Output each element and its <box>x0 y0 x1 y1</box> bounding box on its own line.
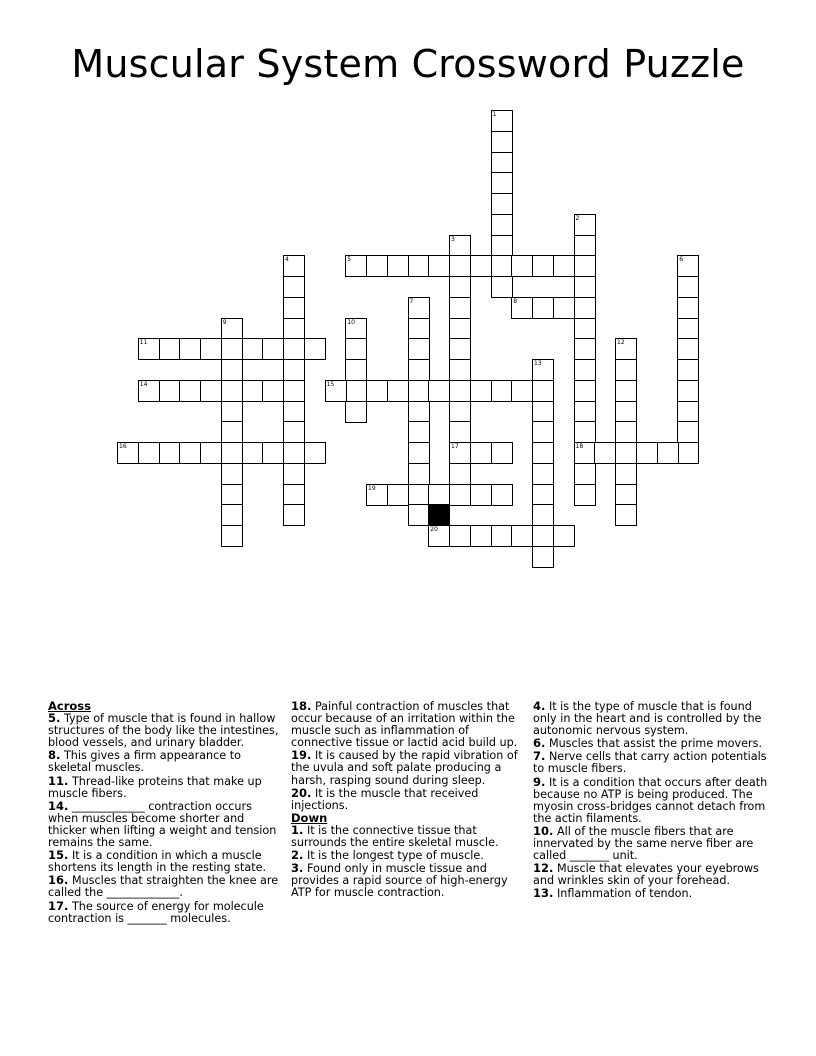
grid-cell[interactable] <box>574 442 596 464</box>
grid-cell[interactable] <box>615 401 637 423</box>
grid-cell[interactable] <box>511 297 533 319</box>
grid-cell[interactable] <box>532 359 554 381</box>
grid-cell[interactable] <box>283 338 305 360</box>
grid-cell[interactable] <box>491 172 513 194</box>
grid-cell[interactable] <box>345 401 367 423</box>
down-heading: Down <box>291 810 328 825</box>
grid-cell[interactable] <box>677 401 699 423</box>
grid-cell[interactable] <box>387 380 409 402</box>
clue-across-8: 8. This gives a firm appearance to skeletal muscles. <box>48 748 241 775</box>
clue-down-9: 9. It is a condition that occurs after death because no ATP is being produced. The myosin cross-bridges cannot detach from the actin filaments. <box>533 774 768 825</box>
grid-cell[interactable] <box>179 380 201 402</box>
grid-cell[interactable] <box>408 338 430 360</box>
grid-cell[interactable] <box>574 484 596 506</box>
grid-cell[interactable] <box>677 255 699 277</box>
grid-cell[interactable] <box>615 442 637 464</box>
grid-cell[interactable] <box>221 318 243 340</box>
clue-down-6: 6. Muscles that assist the prime movers. <box>533 736 762 751</box>
clue-number: 14 <box>139 380 148 388</box>
clue-number: 2 <box>575 214 580 222</box>
grid-cell[interactable] <box>615 380 637 402</box>
grid-cell[interactable] <box>221 504 243 526</box>
grid-cell[interactable] <box>242 442 264 464</box>
grid-cell[interactable] <box>117 442 139 464</box>
grid-cell[interactable] <box>283 255 305 277</box>
grid-cell[interactable] <box>159 442 181 464</box>
grid-cell[interactable] <box>159 338 181 360</box>
clue-number: 19 <box>368 484 376 492</box>
grid-cell[interactable] <box>345 255 367 277</box>
grid-cell[interactable] <box>449 401 471 423</box>
grid-cell[interactable] <box>491 152 513 174</box>
clue-across-11: 11. Thread-like proteins that make up muscle fibers. <box>48 773 262 800</box>
grid-cell[interactable] <box>491 442 513 464</box>
grid-cell[interactable] <box>200 442 222 464</box>
grid-cell[interactable] <box>408 359 430 381</box>
clue-down-10: 10. All of the muscle fibers that are innervated by the same nerve fiber are called _______ unit. <box>533 823 754 863</box>
grid-cell[interactable] <box>449 297 471 319</box>
clue-number: 6 <box>679 256 684 264</box>
grid-cell[interactable] <box>179 442 201 464</box>
grid-cell[interactable] <box>491 276 513 298</box>
grid-cell[interactable] <box>491 380 513 402</box>
grid-cell[interactable] <box>470 484 492 506</box>
black-square <box>428 504 450 526</box>
grid-cell[interactable] <box>304 338 326 360</box>
grid-cell[interactable] <box>574 297 596 319</box>
grid-cell[interactable] <box>449 463 471 485</box>
clues-column-2 <box>291 700 523 900</box>
grid-cell[interactable] <box>262 338 284 360</box>
grid-cell[interactable] <box>491 110 513 132</box>
grid-cell[interactable] <box>470 442 492 464</box>
grid-cell[interactable] <box>387 255 409 277</box>
grid-cell[interactable] <box>221 463 243 485</box>
grid-cell[interactable] <box>283 442 305 464</box>
grid-cell[interactable] <box>491 193 513 215</box>
clue-across-16: 16. Muscles that straighten the knee are called the _____________. <box>48 873 279 900</box>
clue-down-13: 13. Inflammation of tendon. <box>533 886 693 901</box>
grid-cell[interactable] <box>428 255 450 277</box>
clue-number: 5 <box>347 256 352 264</box>
grid-cell[interactable] <box>449 235 471 257</box>
grid-cell[interactable] <box>449 421 471 443</box>
clue-number: 4 <box>285 256 289 264</box>
grid-cell[interactable] <box>283 401 305 423</box>
grid-cell[interactable] <box>491 484 513 506</box>
clue-number: 8 <box>513 297 518 305</box>
grid-cell[interactable] <box>615 421 637 443</box>
grid-cell[interactable] <box>283 380 305 402</box>
grid-cell[interactable] <box>345 359 367 381</box>
grid-cell[interactable] <box>449 338 471 360</box>
clue-down-7: 7. Nerve cells that carry action potentials to muscle fibers. <box>533 749 767 776</box>
grid-cell[interactable] <box>657 442 679 464</box>
grid-cell[interactable] <box>677 380 699 402</box>
grid-cell[interactable] <box>532 484 554 506</box>
grid-cell[interactable] <box>408 442 430 464</box>
grid-cell[interactable] <box>283 421 305 443</box>
grid-cell[interactable] <box>574 235 596 257</box>
grid-cell[interactable] <box>283 359 305 381</box>
grid-cell[interactable] <box>594 442 616 464</box>
grid-cell[interactable] <box>304 442 326 464</box>
clue-number: 16 <box>119 443 127 450</box>
grid-cell[interactable] <box>449 359 471 381</box>
grid-cell[interactable] <box>677 297 699 319</box>
grid-cell[interactable] <box>283 318 305 340</box>
grid-cell[interactable] <box>511 525 533 547</box>
clue-down-12: 12. Muscle that elevates your eyebrows and wrinkles skin of your forehead. <box>533 861 759 888</box>
grid-cell[interactable] <box>428 484 450 506</box>
grid-cell[interactable] <box>677 338 699 360</box>
grid-cell[interactable] <box>677 421 699 443</box>
grid-cell[interactable] <box>574 359 596 381</box>
grid-cell[interactable] <box>677 359 699 381</box>
grid-cell[interactable] <box>242 380 264 402</box>
grid-cell[interactable] <box>677 318 699 340</box>
grid-cell[interactable] <box>449 484 471 506</box>
grid-cell[interactable] <box>366 484 388 506</box>
grid-cell[interactable] <box>408 255 430 277</box>
grid-cell[interactable] <box>221 525 243 547</box>
grid-cell[interactable] <box>574 421 596 443</box>
clues-column-3 <box>533 700 769 901</box>
grid-cell[interactable] <box>408 297 430 319</box>
grid-cell[interactable] <box>470 525 492 547</box>
grid-cell[interactable] <box>366 380 388 402</box>
grid-cell[interactable] <box>221 421 243 443</box>
clue-number: 17 <box>451 443 459 450</box>
grid-cell[interactable] <box>387 484 409 506</box>
grid-cell[interactable] <box>408 421 430 443</box>
grid-cell[interactable] <box>491 131 513 153</box>
grid-cell[interactable] <box>553 525 575 547</box>
grid-cell[interactable] <box>511 380 533 402</box>
grid-cell[interactable] <box>138 442 160 464</box>
grid-cell[interactable] <box>408 401 430 423</box>
grid-cell[interactable] <box>428 380 450 402</box>
clue-number: 20 <box>430 526 438 533</box>
grid-cell[interactable] <box>408 484 430 506</box>
grid-cell[interactable] <box>138 338 160 360</box>
clue-number: 13 <box>534 360 542 367</box>
grid-cell[interactable] <box>345 380 367 402</box>
grid-cell[interactable] <box>615 484 637 506</box>
grid-cell[interactable] <box>532 421 554 443</box>
grid-cell[interactable] <box>262 380 284 402</box>
grid-cell[interactable] <box>221 338 243 360</box>
grid-cell[interactable] <box>574 463 596 485</box>
grid-cell[interactable] <box>532 546 554 568</box>
clue-across-18: 18. Painful contraction of muscles that occur because of an irritation within the muscle such as inflammation of connective tissue or lactid acid build up. <box>291 699 518 750</box>
grid-cell[interactable] <box>553 297 575 319</box>
grid-cell[interactable] <box>200 338 222 360</box>
grid-cell[interactable] <box>491 235 513 257</box>
grid-cell[interactable] <box>574 401 596 423</box>
grid-cell[interactable] <box>636 442 658 464</box>
grid-cell[interactable] <box>491 214 513 236</box>
grid-cell[interactable] <box>532 297 554 319</box>
clue-down-1: 1. It is the connective tissue that surrounds the entire skeletal muscle. <box>291 822 499 850</box>
clue-number: 10 <box>347 318 355 326</box>
grid-cell[interactable] <box>511 255 533 277</box>
grid-cell[interactable] <box>221 359 243 381</box>
grid-cell[interactable] <box>532 504 554 526</box>
grid-cell[interactable] <box>262 442 284 464</box>
grid-cell[interactable] <box>574 318 596 340</box>
grid-cell[interactable] <box>470 255 492 277</box>
clue-number: 1 <box>492 111 497 118</box>
grid-cell[interactable] <box>449 276 471 298</box>
grid-cell[interactable] <box>532 255 554 277</box>
grid-cell[interactable] <box>408 504 430 526</box>
grid-cell[interactable] <box>615 338 637 360</box>
grid-cell[interactable] <box>553 255 575 277</box>
grid-cell[interactable] <box>408 380 430 402</box>
clue-across-5: 5. Type of muscle that is found in hallow structures of the body like the intestines, blood vessels, and urinary bladder. <box>48 711 279 750</box>
clue-number: 7 <box>409 297 414 305</box>
clue-down-4: 4. It is the type of muscle that is found only in the heart and is controlled by the autonomic nervous system. <box>533 699 762 738</box>
grid-cell[interactable] <box>449 318 471 340</box>
grid-cell[interactable] <box>449 442 471 464</box>
clues-column-1 <box>48 700 284 925</box>
page-title: Muscular System Crossword Puzzle <box>71 42 745 86</box>
grid-cell[interactable] <box>449 380 471 402</box>
grid-cell[interactable] <box>283 484 305 506</box>
clue-number: 9 <box>222 318 227 326</box>
grid-cell[interactable] <box>366 255 388 277</box>
grid-cell[interactable] <box>345 318 367 340</box>
grid-cell[interactable] <box>179 338 201 360</box>
grid-cell[interactable] <box>532 401 554 423</box>
grid-cell[interactable] <box>491 525 513 547</box>
grid-cell[interactable] <box>221 442 243 464</box>
clue-across-14: 14. _____________ contraction occurs when muscles become shorter and thicker when lifting a weight and tension remains the same. <box>48 798 277 850</box>
grid-cell[interactable] <box>159 380 181 402</box>
grid-cell[interactable] <box>615 504 637 526</box>
clue-number: 11 <box>139 339 148 347</box>
grid-cell[interactable] <box>532 380 554 402</box>
grid-cell[interactable] <box>325 380 347 402</box>
grid-cell[interactable] <box>221 380 243 402</box>
grid-cell[interactable] <box>574 338 596 360</box>
clue-across-17: 17. The source of energy for molecule contraction is _______ molecules. <box>48 898 264 925</box>
clue-number: 15 <box>326 380 335 388</box>
clue-across-15: 15. It is a condition in which a muscle shortens its length in the resting state. <box>48 848 267 875</box>
grid-cell[interactable] <box>532 525 554 547</box>
grid-cell[interactable] <box>283 276 305 298</box>
grid-cell[interactable] <box>221 484 243 506</box>
grid-cell[interactable] <box>615 359 637 381</box>
grid-cell[interactable] <box>574 276 596 298</box>
grid-cell[interactable] <box>491 255 513 277</box>
grid-cell[interactable] <box>574 255 596 277</box>
clue-number: 3 <box>451 235 455 243</box>
clue-down-2: 2. It is the longest type of muscle. <box>291 848 484 863</box>
grid-cell[interactable] <box>449 255 471 277</box>
grid-cell[interactable] <box>428 525 450 547</box>
grid-cell[interactable] <box>532 442 554 464</box>
grid-cell[interactable] <box>345 338 367 360</box>
clue-across-19: 19. It is caused by the rapid vibration of the uvula and soft palate producing a harsh, rasping sound during sleep. <box>291 748 518 787</box>
grid-cell[interactable] <box>283 463 305 485</box>
clue-number: 18 <box>575 443 584 450</box>
grid-cell[interactable] <box>283 504 305 526</box>
grid-cell[interactable] <box>283 297 305 319</box>
grid-cell[interactable] <box>574 214 596 236</box>
grid-cell[interactable] <box>615 463 637 485</box>
grid-cell[interactable] <box>677 442 699 464</box>
grid-cell[interactable] <box>200 380 222 402</box>
clue-across-20: 20. It is the muscle that received injections. <box>291 785 479 812</box>
grid-cell[interactable] <box>574 380 596 402</box>
clue-down-3: 3. Found only in muscle tissue and provides a rapid source of high-energy ATP for muscle contraction. <box>291 861 508 900</box>
across-heading: Across <box>48 699 91 713</box>
grid-cell[interactable] <box>449 525 471 547</box>
grid-cell[interactable] <box>138 380 160 402</box>
grid-cell[interactable] <box>677 276 699 298</box>
grid-cell[interactable] <box>532 463 554 485</box>
grid-cell[interactable] <box>242 338 264 360</box>
grid-cell[interactable] <box>408 318 430 340</box>
grid-cell[interactable] <box>470 380 492 402</box>
clue-number: 12 <box>617 339 625 347</box>
grid-cell[interactable] <box>221 401 243 423</box>
grid-cell[interactable] <box>408 463 430 485</box>
